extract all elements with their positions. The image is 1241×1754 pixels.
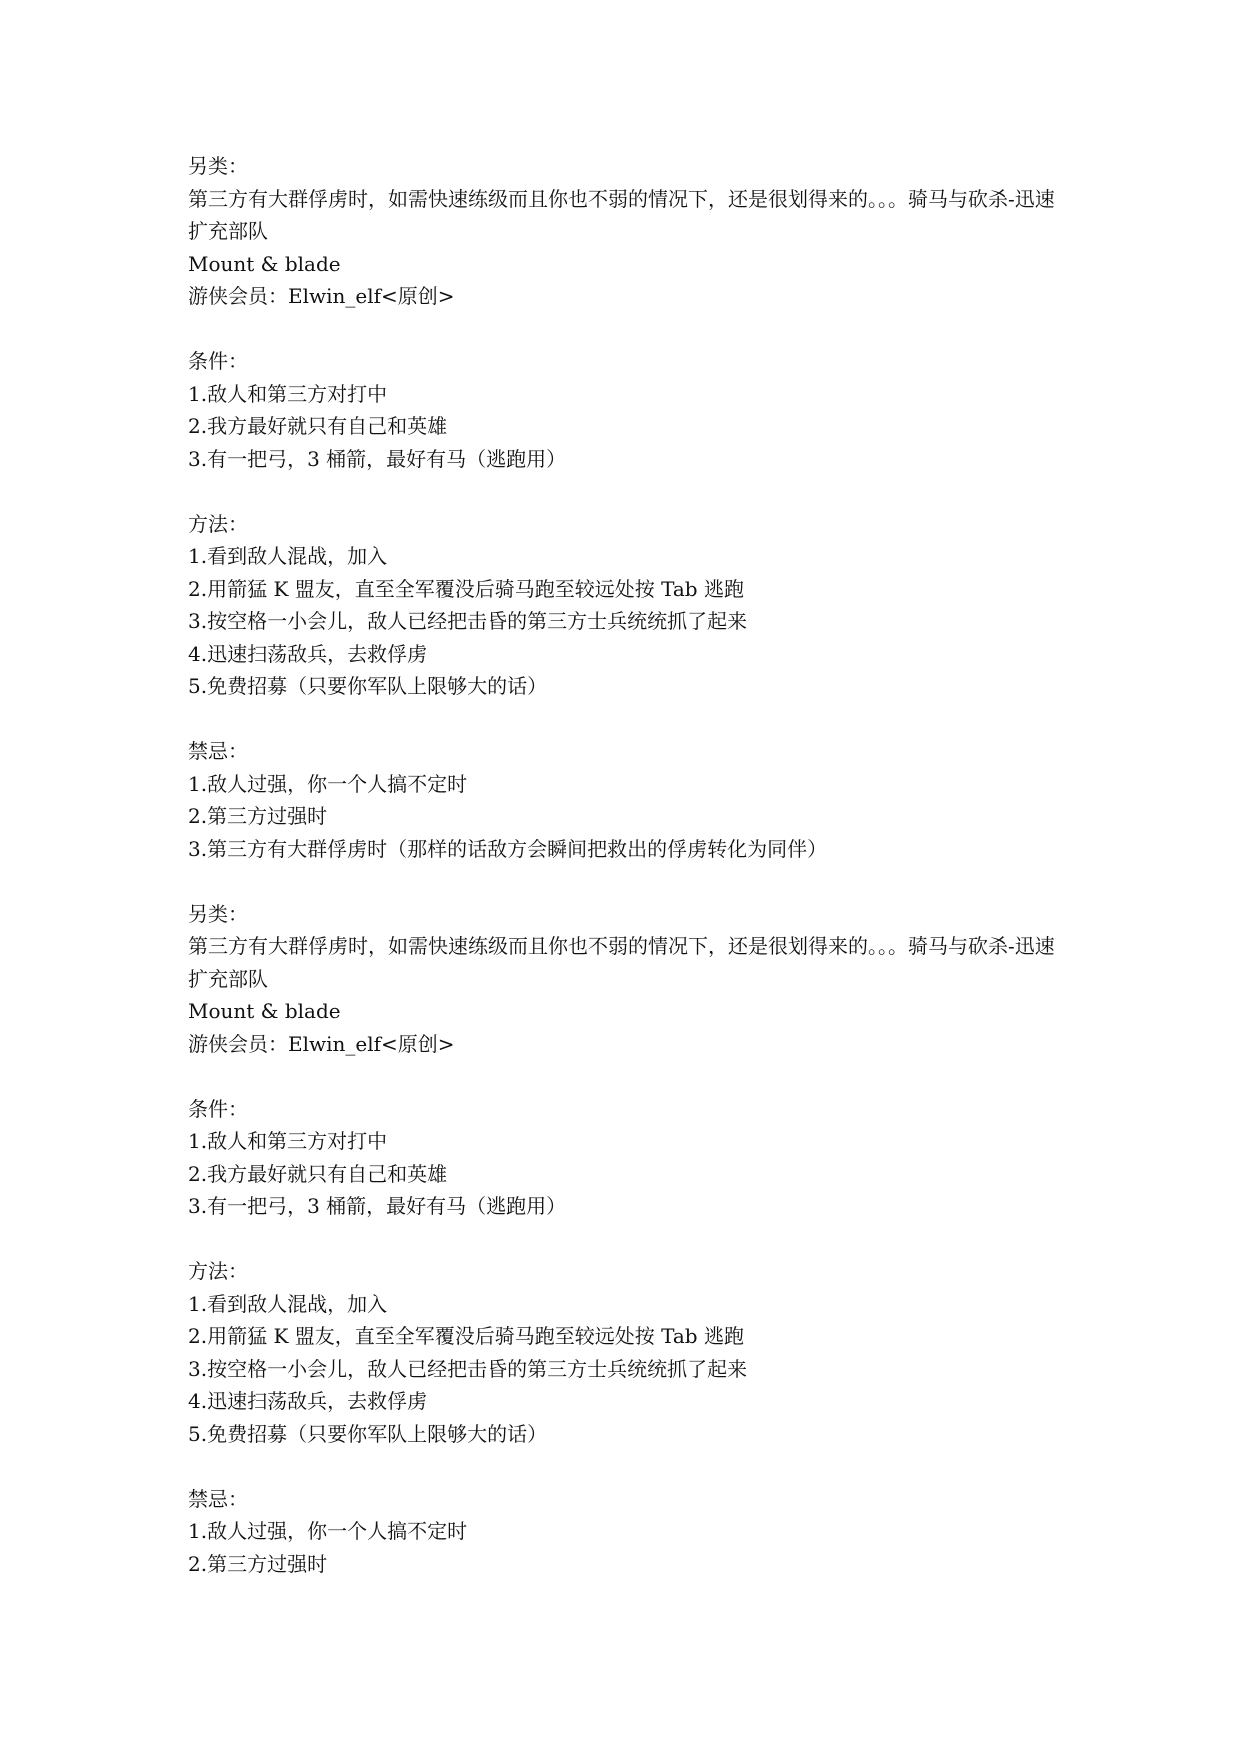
paragraph-line: Mount & blade [188,251,341,276]
list-item: 5.免费招募（只要你军队上限够大的话） [188,1421,548,1446]
list-item: 1.看到敌人混战，加入 [188,1291,388,1316]
section-heading: 条件： [188,349,248,373]
list-item: 1.敌人和第三方对打中 [188,1129,388,1153]
section-heading: 条件： [188,1096,248,1121]
list-item: 3.按空格一小会儿，敌人已经把击昏的第三方士兵统统抓了起来 [188,1356,748,1381]
list-item: 2.我方最好就只有自己和英雄 [188,1161,448,1186]
list-item: 1.看到敌人混战，加入 [188,544,388,568]
list-item: 4.迅速扫荡敌兵，去救俘虏 [188,641,428,666]
list-item: 3.按空格一小会儿，敌人已经把击昏的第三方士兵统统抓了起来 [188,609,748,633]
section-heading: 另类： [188,154,248,178]
paragraph-line: 游侠会员：Elwin_elf<原创> [188,284,455,308]
paragraph-line: 游侠会员：Elwin_elf<原创> [188,1031,455,1056]
blank-line [188,865,1058,898]
section-heading: 方法： [188,1259,248,1283]
list-item: 2.用箭猛 K 盟友，直至全军覆没后骑马跑至较远处按 Tab 逃跑 [188,1324,744,1348]
blank-line [188,703,1058,736]
section-heading: 禁忌： [188,739,248,763]
list-item: 1.敌人和第三方对打中 [188,381,388,406]
blank-line [188,1060,1058,1093]
section-heading: 方法： [188,511,248,536]
paragraph-line: 第三方有大群俘虏时，如需快速练级而且你也不弱的情况下，还是很划得来的。。。骑马与砍杀-迅速扩充部队 [188,934,1055,991]
list-item: 1.敌人过强，你一个人搞不定时 [188,771,468,796]
paragraph-line: Mount & blade [188,999,341,1023]
list-item: 2.第三方过强时 [188,804,328,828]
list-item: 1.敌人过强，你一个人搞不定时 [188,1519,468,1543]
list-item: 5.免费招募（只要你军队上限够大的话） [188,674,548,698]
list-item: 4.迅速扫荡敌兵，去救俘虏 [188,1389,428,1413]
list-item: 3.有一把弓，3 桶箭，最好有马（逃跑用） [188,1194,567,1218]
blank-line [188,1223,1058,1256]
blank-line [188,313,1058,346]
blank-line [188,475,1058,508]
blank-line [188,1450,1058,1483]
list-item: 3.有一把弓，3 桶箭，最好有马（逃跑用） [188,446,567,471]
list-item: 2.用箭猛 K 盟友，直至全军覆没后骑马跑至较远处按 Tab 逃跑 [188,576,744,601]
list-item: 2.我方最好就只有自己和英雄 [188,414,448,438]
list-item: 2.第三方过强时 [188,1551,328,1576]
document-body [188,150,1058,1580]
list-item: 3.第三方有大群俘虏时（那样的话敌方会瞬间把救出的俘虏转化为同伴） [188,836,828,861]
paragraph-line: 第三方有大群俘虏时，如需快速练级而且你也不弱的情况下，还是很划得来的。。。骑马与砍杀-迅速扩充部队 [188,186,1055,243]
section-heading: 另类： [188,901,248,926]
section-heading: 禁忌： [188,1486,248,1511]
